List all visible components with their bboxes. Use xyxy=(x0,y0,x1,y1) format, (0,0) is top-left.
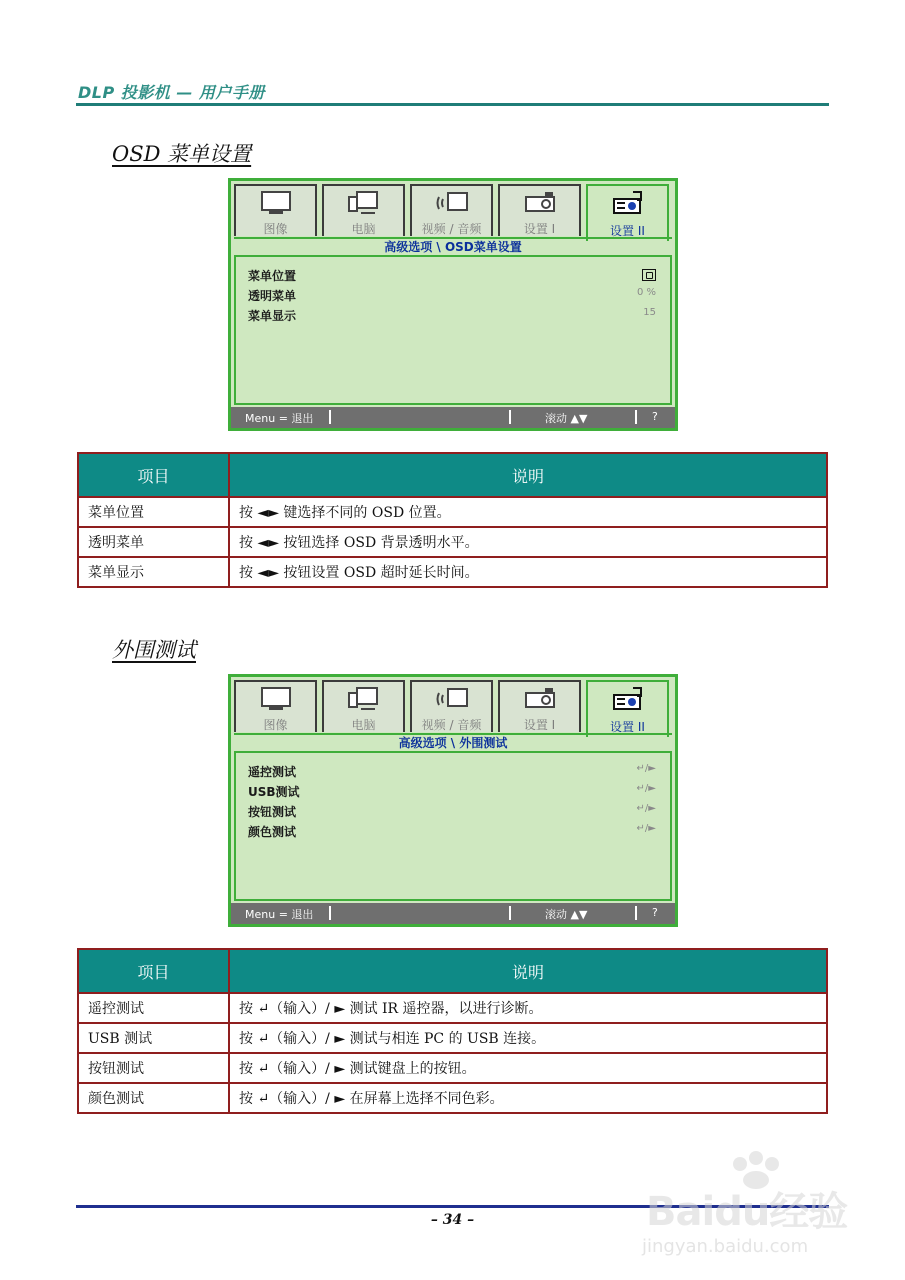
computer-icon xyxy=(347,191,381,215)
table-header-item: 项目 xyxy=(78,453,229,497)
tab-setup-1[interactable]: 设置 I xyxy=(498,184,581,236)
projector-settings-icon xyxy=(611,191,645,215)
osd-breadcrumb: 高级选项 \ OSD菜单设置 xyxy=(234,237,672,257)
video-audio-icon xyxy=(435,687,469,711)
enter-arrow-icon: ↵/► xyxy=(636,803,656,814)
osd-menu-panel xyxy=(228,178,678,431)
tab-setup-2[interactable]: 设置 II xyxy=(586,680,669,737)
osd-menu-panel xyxy=(228,674,678,927)
osd-menu-body xyxy=(234,257,672,405)
page-number: – 34 – xyxy=(430,1212,475,1228)
osd-row-usb-test[interactable]: USB测试 ↵/► xyxy=(248,783,656,799)
table-row: 透明菜单 按 ◄► 按钮选择 OSD 背景透明水平。 xyxy=(78,527,827,557)
manual-header-title: DLP 投影机 — 用户手册 xyxy=(78,83,265,102)
section-title-peripheral-test: 外围测试 xyxy=(112,638,196,662)
osd-settings-table xyxy=(77,452,828,588)
help-icon: ? xyxy=(652,410,658,423)
enter-arrow-icon: ↵/► xyxy=(636,823,656,834)
monitor-icon xyxy=(259,687,293,711)
table-row: 菜单显示 按 ◄► 按钮设置 OSD 超时延长时间。 xyxy=(78,557,827,587)
osd-row-button-test[interactable]: 按钮测试 ↵/► xyxy=(248,803,656,819)
osd-footer-bar: Menu = 退出 滚动 ▲▼ ? xyxy=(231,407,675,428)
table-row: 颜色测试 按 ↵（输入）/ ► 在屏幕上选择不同色彩。 xyxy=(78,1083,827,1113)
tab-image[interactable]: 图像 xyxy=(234,680,317,732)
osd-row-menu-transparency[interactable]: 透明菜单 0 % xyxy=(248,287,656,303)
video-audio-icon xyxy=(435,191,469,215)
section-title-osd-settings: OSD 菜单设置 xyxy=(112,142,252,166)
projector-settings-icon xyxy=(611,687,645,711)
table-header-description: 说明 xyxy=(229,949,827,993)
computer-icon xyxy=(347,687,381,711)
monitor-icon xyxy=(259,191,293,215)
tab-image[interactable]: 图像 xyxy=(234,184,317,236)
tab-video-audio[interactable]: 视频 / 音频 xyxy=(410,184,493,236)
tab-computer[interactable]: 电脑 xyxy=(322,184,405,236)
table-row: USB 测试 按 ↵（输入）/ ► 测试与相连 PC 的 USB 连接。 xyxy=(78,1023,827,1053)
tab-computer[interactable]: 电脑 xyxy=(322,680,405,732)
table-header-item: 项目 xyxy=(78,949,229,993)
osd-row-remote-test[interactable]: 遥控测试 ↵/► xyxy=(248,763,656,779)
peripheral-test-table xyxy=(77,948,828,1114)
osd-tab-bar xyxy=(234,184,672,240)
osd-tab-bar xyxy=(234,680,672,736)
osd-row-menu-display[interactable]: 菜单显示 15 xyxy=(248,307,656,323)
enter-arrow-icon: ↵/► xyxy=(636,763,656,774)
table-row: 菜单位置 按 ◄► 键选择不同的 OSD 位置。 xyxy=(78,497,827,527)
osd-footer-bar: Menu = 退出 滚动 ▲▼ ? xyxy=(231,903,675,924)
osd-menu-body xyxy=(234,753,672,901)
help-icon: ? xyxy=(652,906,658,919)
projector-icon xyxy=(523,687,557,711)
header-divider xyxy=(76,103,829,106)
menu-position-icon xyxy=(642,269,656,281)
osd-breadcrumb: 高级选项 \ 外围测试 xyxy=(234,733,672,753)
tab-video-audio[interactable]: 视频 / 音频 xyxy=(410,680,493,732)
table-row: 按钮测试 按 ↵（输入）/ ► 测试键盘上的按钮。 xyxy=(78,1053,827,1083)
enter-arrow-icon: ↵/► xyxy=(636,783,656,794)
tab-setup-1[interactable]: 设置 I xyxy=(498,680,581,732)
osd-row-color-test[interactable]: 颜色测试 ↵/► xyxy=(248,823,656,839)
table-header-description: 说明 xyxy=(229,453,827,497)
baidu-watermark: Baidu经验 jingyan.baidu.com xyxy=(640,1150,860,1270)
osd-row-menu-position[interactable]: 菜单位置 xyxy=(248,267,656,287)
tab-setup-2[interactable]: 设置 II xyxy=(586,184,669,241)
table-row: 遥控测试 按 ↵（输入）/ ► 测试 IR 遥控器，以进行诊断。 xyxy=(78,993,827,1023)
projector-icon xyxy=(523,191,557,215)
